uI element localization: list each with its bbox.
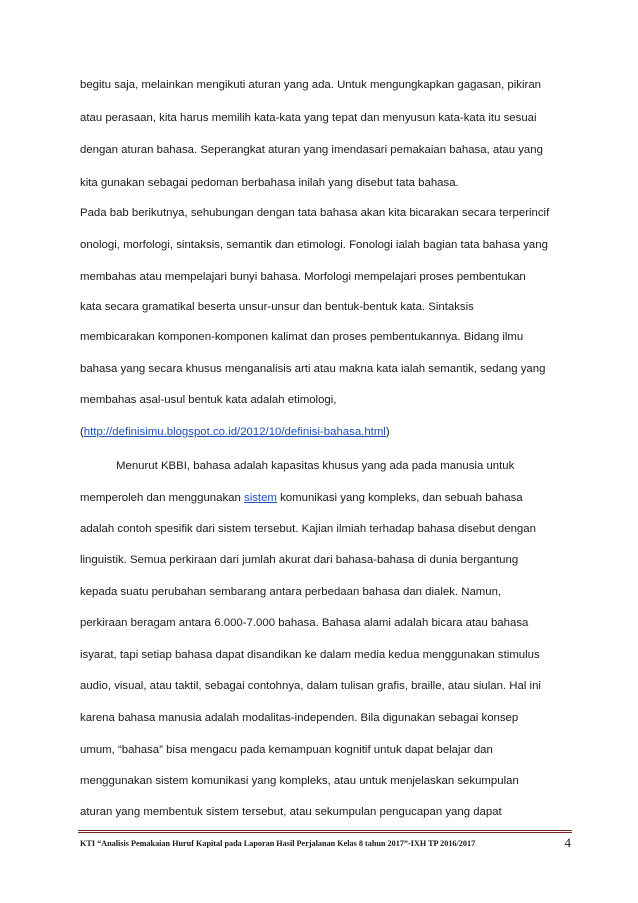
body-text-line: audio, visual, atau taktil, sebagai contohnya, dalam tulisan grafis, braille, atau siulan. Hal ini: [80, 680, 541, 692]
body-text-line: dengan aturan bahasa. Seperangkat aturan yang imendasari pemakaian bahasa, atau yang: [80, 144, 543, 156]
body-text-line: menggunakan sistem komunikasi yang kompleks, atau untuk menjelaskan sekumpulan: [80, 775, 519, 787]
body-text-line: onologi, morfologi, sintaksis, semantik dan etimologi. Fonologi ialah bagian tata bahasa yang: [80, 239, 548, 251]
body-text-line: kepada suatu perubahan sembarang antara perbedaan bahasa dan dialek. Namun,: [80, 586, 502, 598]
citation-link[interactable]: http://definisimu.blogspot.co.id/2012/10/definisi-bahasa.html: [83, 426, 386, 438]
body-text-line: isyarat, tapi setiap bahasa dapat disandikan ke dalam media kedua menggunakan stimulus: [80, 649, 540, 661]
page-number: 4: [564, 835, 571, 850]
citation-open: (: [80, 426, 84, 438]
body-text-line: membicarakan komponen-komponen kalimat dan proses pembentukannya. Bidang ilmu: [80, 331, 524, 343]
body-text-line: aturan yang membentuk sistem tersebut, atau sekumpulan pengucapan yang dapat: [80, 806, 502, 818]
body-text-line: umum, “bahasa” bisa mengacu pada kemampuan kognitif untuk dapat belajar dan: [80, 744, 493, 756]
body-text-line: membahas asal-usul bentuk kata adalah etimologi,: [80, 394, 337, 406]
body-text-line: membahas atau mempelajari bunyi bahasa. Morfologi mempelajari proses pembentukan: [80, 271, 526, 283]
text-fragment: komunikasi yang kompleks, dan sebuah bahasa: [276, 492, 523, 504]
body-text-line: karena bahasa manusia adalah modalitas-independen. Bila digunakan sebagai konsep: [80, 712, 519, 724]
body-text-line: linguistik. Semua perkiraan dari jumlah akurat dari bahasa-bahasa di dunia bergantung: [80, 554, 519, 566]
body-text-line: begitu saja, melainkan mengikuti aturan yang ada. Untuk mengungkapkan gagasan, pikiran: [80, 79, 541, 91]
body-text-line: [80, 491, 570, 505]
body-text-line: perkiraan beragam antara 6.000-7.000 bahasa. Bahasa alami adalah bicara atau bahasa: [80, 617, 529, 629]
footer-rule: [78, 830, 572, 833]
citation-close: ): [385, 426, 390, 438]
citation-line: [80, 425, 570, 439]
body-text-line: bahasa yang secara khusus menganalisis arti atau makna kata ialah semantik, sedang yang: [80, 363, 546, 375]
body-text-line: kata secara gramatikal beserta unsur-unsur dan bentuk-bentuk kata. Sintaksis: [80, 301, 474, 313]
sistem-link[interactable]: sistem: [244, 492, 277, 504]
body-text-line: Pada bab berikutnya, sehubungan dengan tata bahasa akan kita bicarakan secara terperincif: [80, 207, 550, 219]
paragraph-indent-line: Menurut KBBI, bahasa adalah kapasitas khusus yang ada pada manusia untuk: [116, 460, 515, 472]
footer-text: KTI “Analisis Pemakaian Huruf Kapital pada Laporan Hasil Perjalanan Kelas 8 tahun 2017”-IXH TP 2016/2017: [80, 839, 476, 848]
body-text-line: atau perasaan, kita harus memilih kata-kata yang tepat dan menyusun kata-kata itu sesuai: [80, 112, 537, 124]
text-fragment: memperoleh dan menggunakan: [80, 492, 245, 504]
body-text-line: kita gunakan sebagai pedoman berbahasa inilah yang disebut tata bahasa.: [80, 177, 459, 189]
body-text-line: adalah contoh spesifik dari sistem tersebut. Kajian ilmiah terhadap bahasa disebut dengan: [80, 523, 536, 535]
